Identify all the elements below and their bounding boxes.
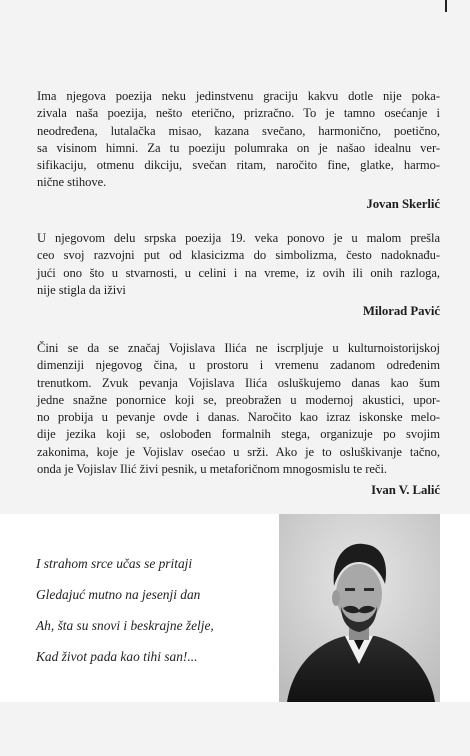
quote-line: dije jezika koji se, oslobođen formalnih stega, organizuje po svojim bbox=[37, 427, 440, 442]
quote-line: Čini se da se značaj Vojislava Ilića ne iscrpljuje u kulturnoistorijskoj bbox=[37, 341, 440, 355]
quote-line: trenutkom. Zvuk pevanja Vojislava Ilića osluškujemo danas kao šum bbox=[37, 375, 440, 390]
quote-line: no probija u pevanje ovde i danas. Naročito kao izraz iskonske melo- bbox=[37, 410, 440, 425]
quote-line: dimenziji njegovog čina, u prostoru i vremenu zadanom određenim bbox=[37, 358, 440, 373]
quote-author: Ivan V. Lalić bbox=[371, 483, 440, 498]
quote-line: zakonima, koje je Vojislav osećao u srži. Ako je to osluškivanje tačno, bbox=[37, 444, 440, 459]
quote-text bbox=[37, 230, 440, 299]
quote-pavic bbox=[37, 230, 440, 320]
quote-author: Jovan Skerlić bbox=[366, 196, 440, 211]
quote-line: sifikaciju, otmenu dikciju, svečan ritam, naročito fine, glatke, harmo- bbox=[37, 158, 440, 173]
poem-line: Ah, šta su snovi i beskrajne želje, bbox=[36, 618, 214, 633]
poem-panel bbox=[0, 514, 470, 702]
quote-line: U njegovom delu srpska poezija 19. veka ponovo je u malom prešla bbox=[37, 231, 440, 245]
quote-line: sa visinom himni. Za tu poeziju polumraka on je našao idealnu ver- bbox=[37, 140, 440, 155]
poem-stanza bbox=[36, 548, 214, 672]
poet-portrait-photo bbox=[279, 514, 440, 702]
quote-line: onda je Vojislav Ilić živi pesnik, u metaforičnom mnogosmislu te reči. bbox=[37, 462, 387, 477]
quote-text bbox=[37, 88, 440, 192]
quote-skerlic bbox=[37, 88, 440, 213]
quote-line: Ima njegova poezija neku jedinstvenu graciju kakvu dotle nije poka- bbox=[37, 89, 440, 103]
quote-author: Milorad Pavić bbox=[362, 304, 440, 319]
edge-marker bbox=[445, 0, 447, 12]
poem-line: Gledajuć mutno na jesenji dan bbox=[36, 587, 201, 602]
quote-text bbox=[37, 340, 440, 478]
poem-line: Kad život pada kao tihi san!... bbox=[36, 649, 198, 664]
quote-line: ceo svoj razvojni put od klasicizma do simbolizma, često nadoknađu- bbox=[37, 248, 440, 263]
quote-line: zivala naša poezija, nešto eterično, prizračno. To je tamno osećanje i bbox=[37, 106, 440, 121]
quote-line: jući ono što u stvarnosti, u celini i na vreme, iz ovih ili onih razloga, bbox=[37, 265, 440, 280]
page-footer-band bbox=[0, 702, 470, 756]
quote-line: nične stihove. bbox=[37, 175, 107, 190]
quote-lalic bbox=[37, 340, 440, 500]
poem-line: I strahom srce učas se pritaji bbox=[36, 556, 193, 571]
quote-line: nije stigla da iživi bbox=[37, 282, 126, 297]
quote-line: neodređena, lutalačka misao, kazana svečano, harmonično, poetično, bbox=[37, 123, 440, 138]
quote-line: jedne snažne ponornice koji se, preobražen u modernoj akustici, upor- bbox=[37, 392, 440, 407]
